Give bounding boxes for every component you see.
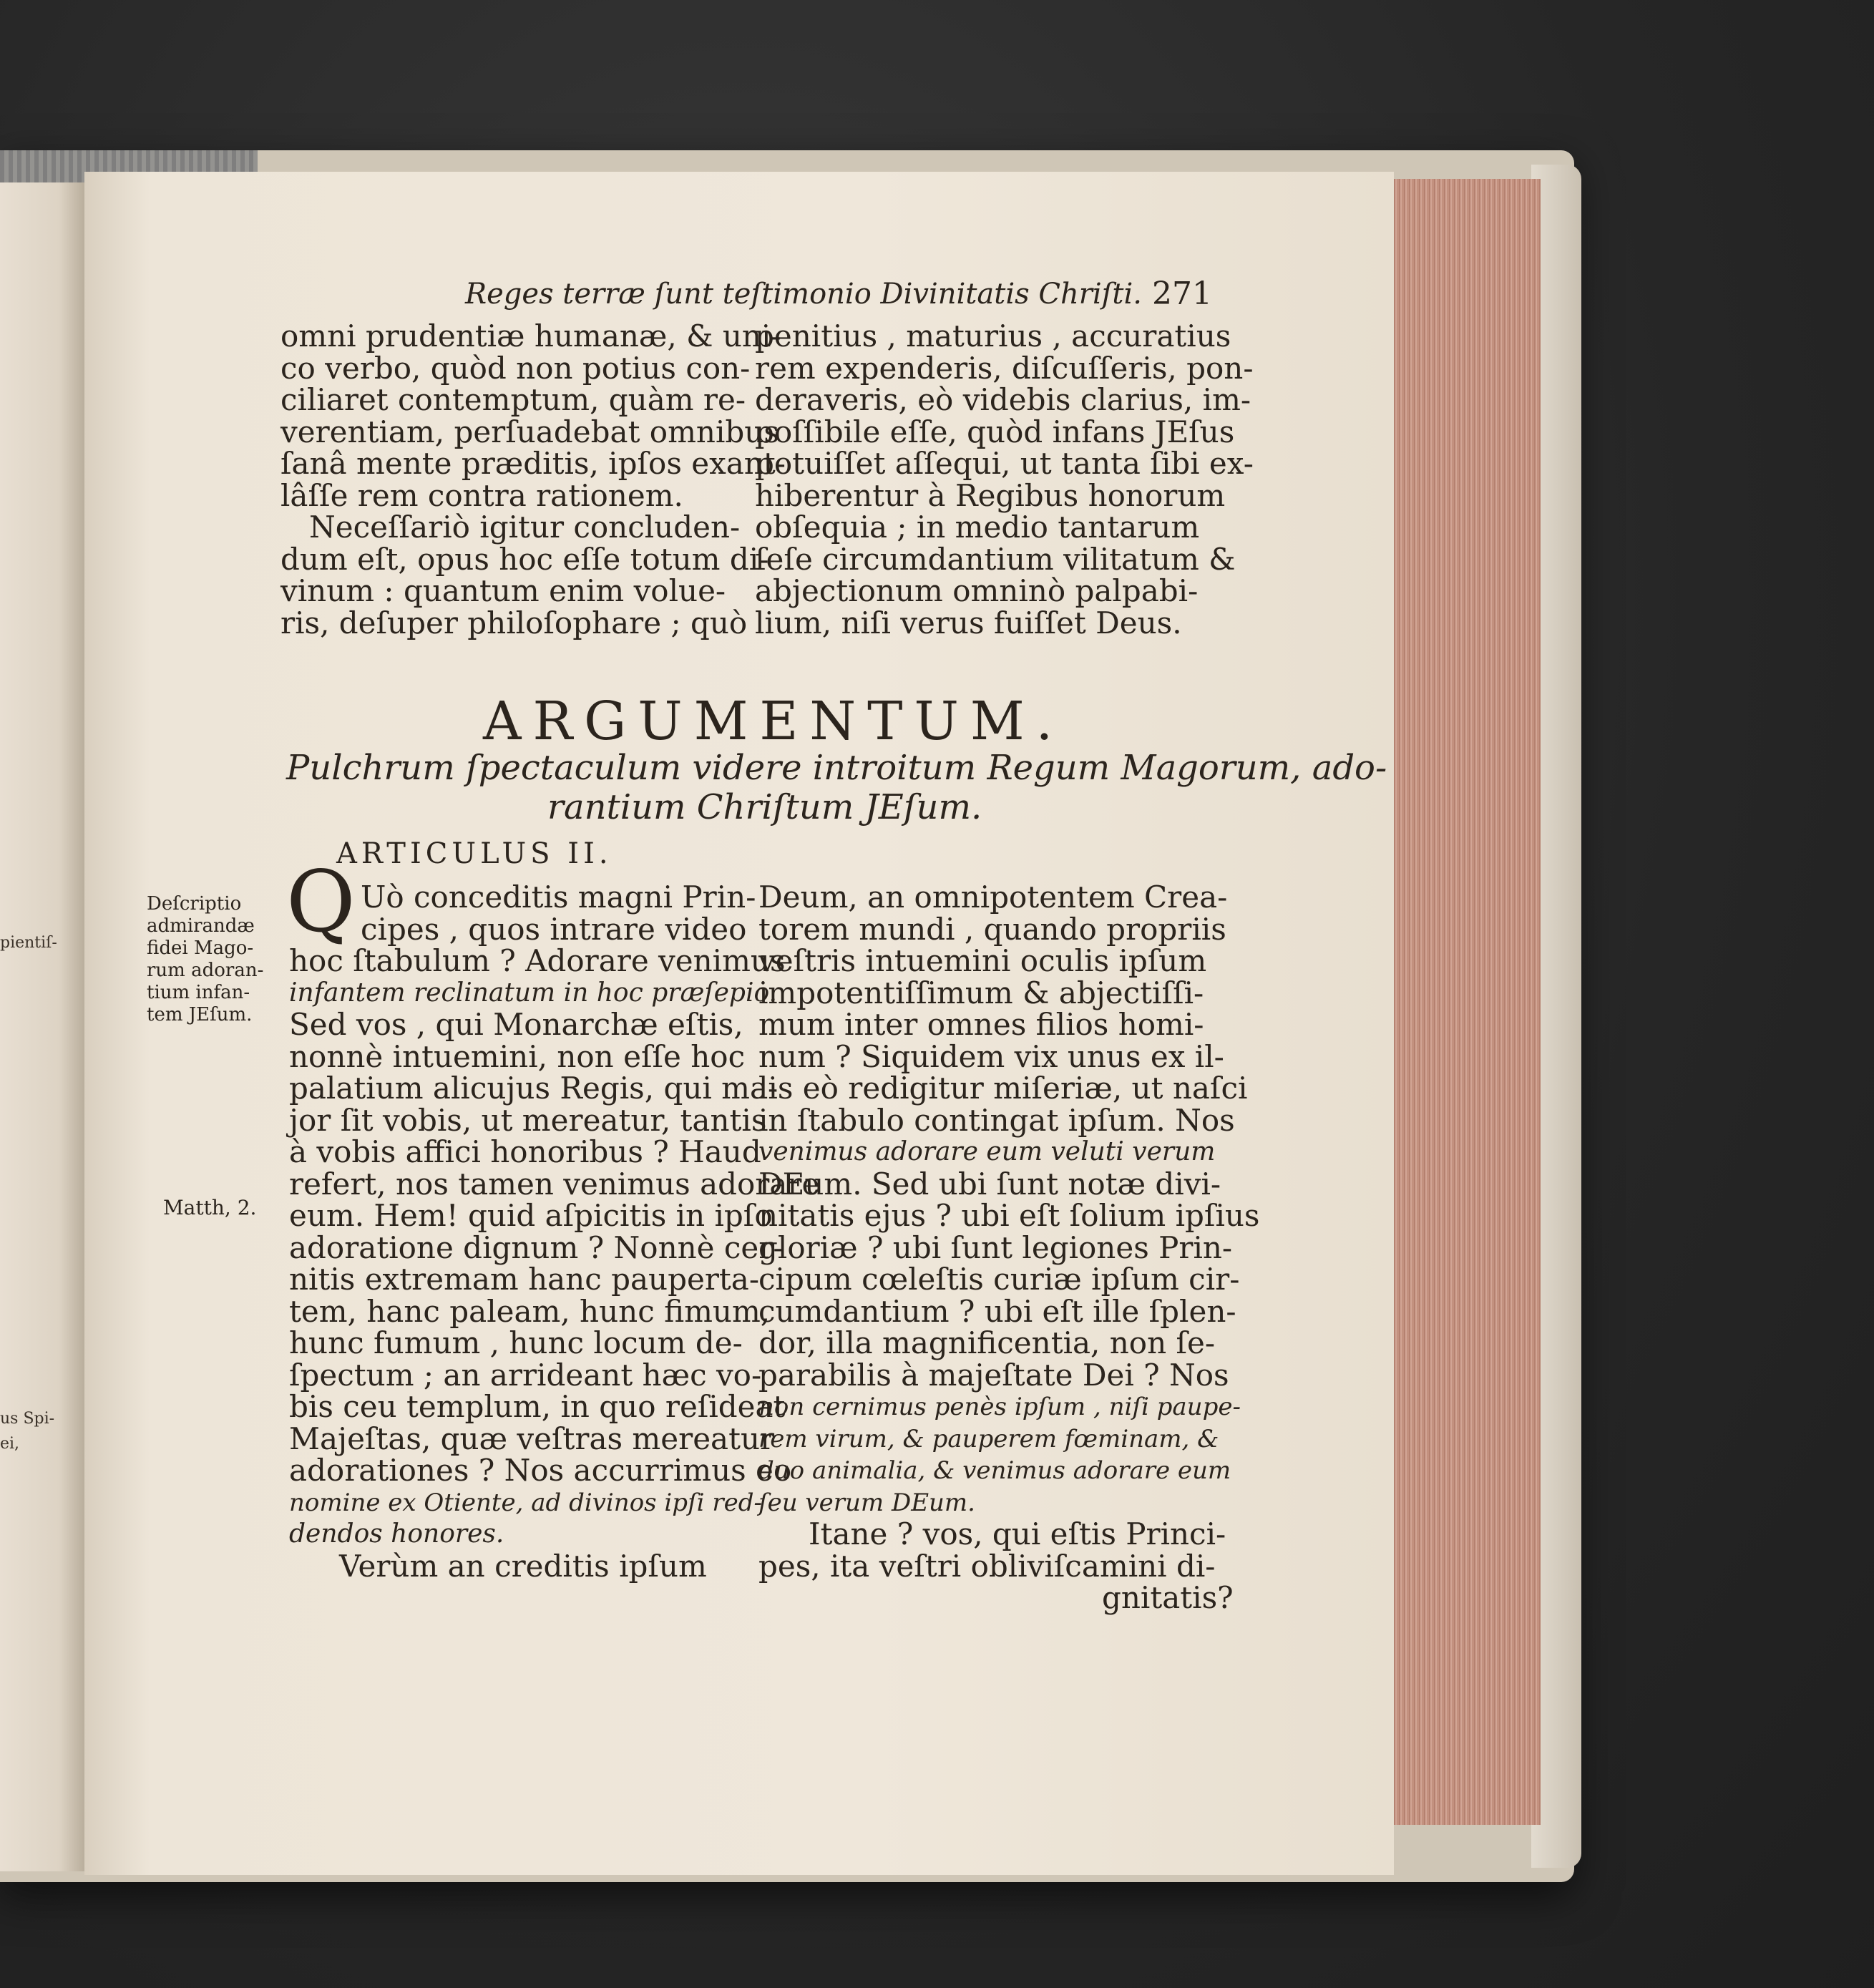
text-line: Itane ? vos, qui eſtis Princi- xyxy=(809,1516,1226,1551)
text-line: mum inter omnes filios homi- xyxy=(758,1007,1204,1042)
text-line: num ? Siquidem vix unus ex il- xyxy=(758,1038,1224,1074)
text-line: ſeſe circumdantium vilitatum & xyxy=(755,541,1236,577)
margin-note-line: rum adoran- xyxy=(147,960,264,981)
left-fragment-3: ei, xyxy=(0,1435,20,1453)
margin-note-description xyxy=(147,893,263,1026)
text-line: adoratione dignum ? Nonnè cer- xyxy=(289,1229,784,1265)
section-subtitle-line2: rantium Chriſtum JEſum. xyxy=(547,787,982,827)
text-line: lâſſe rem contra rationem. xyxy=(280,477,683,513)
text-line: eum. Hem! quid aſpicitis in ipſo xyxy=(289,1198,773,1233)
margin-note-line: tium infan- xyxy=(147,982,250,1003)
text-line: penitius , maturius , accuratius xyxy=(755,318,1231,354)
text-line: co verbo, quòd non potius con- xyxy=(280,350,751,386)
text-line: ſpectum ; an arrideant hæc vo- xyxy=(289,1357,762,1393)
text-line: obſequia ; in medio tantarum xyxy=(755,510,1200,545)
text-line: nitatis ejus ? ubi eſt ſolium ipſius xyxy=(758,1198,1260,1233)
text-line: veſtris intuemini oculis ipſum xyxy=(758,943,1207,978)
text-line: verentiam, perſuadebat omnibus xyxy=(280,414,779,449)
text-line: hunc fumum , hunc locum de- xyxy=(289,1325,743,1360)
text-line: nitis extremam hanc pauperta- xyxy=(289,1262,760,1297)
text-line: refert, nos tamen venimus adorare xyxy=(289,1166,820,1202)
text-line: gloriæ ? ubi ſunt legiones Prin- xyxy=(758,1229,1233,1265)
margin-note-line: admirandæ xyxy=(147,915,255,937)
page-number: 271 xyxy=(1152,276,1212,312)
top-left-column xyxy=(280,318,786,640)
left-page-fragment xyxy=(0,182,84,1871)
text-line: palatium alicujus Regis, qui ma- xyxy=(289,1071,779,1106)
text-line: impotentiſſimum & abjectiſſi- xyxy=(758,975,1204,1010)
margin-note-line: Deſcriptio xyxy=(147,893,242,915)
text-line: hoc ſtabulum ? Adorare venimus xyxy=(289,943,786,978)
text-line: poſſibile eſſe, quòd infans JEſus xyxy=(755,414,1235,449)
text-line: dor, illa magnificentia, non ſe- xyxy=(758,1325,1216,1360)
text-line: bis ceu templum, in quo reſideat xyxy=(289,1389,786,1424)
text-line: torem mundi , quando propriis xyxy=(758,911,1226,947)
text-line: Majeſtas, quæ veſtras mereatur xyxy=(289,1421,775,1456)
text-line: DEum. Sed ubi ſunt notæ divi- xyxy=(758,1166,1221,1202)
text-line: ciliaret contemptum, quàm re- xyxy=(280,382,746,417)
text-line: dum eſt, opus hoc eſſe totum di- xyxy=(280,541,769,577)
text-line: potuiſſet aſſequi, ut tanta ſibi ex- xyxy=(755,446,1254,481)
text-line: cipum cœleſtis curiæ ipſum cir- xyxy=(758,1262,1240,1297)
text-line: ſeu verum DEum. xyxy=(758,1488,975,1517)
section-heading: ARGUMENTUM. xyxy=(483,691,1065,752)
text-line: nonnè intuemini, non eſſe hoc xyxy=(289,1038,746,1074)
bottom-right-column xyxy=(758,880,1260,1615)
top-right-column xyxy=(755,318,1254,640)
text-line: abjectionum omninò palpabi- xyxy=(755,573,1199,608)
left-fragment-2: us Spi- xyxy=(0,1410,55,1428)
text-line: vinum : quantum enim volue- xyxy=(280,573,726,608)
margin-note-line: tem JEſum. xyxy=(147,1004,253,1025)
text-line: Verùm an creditis ipſum xyxy=(339,1548,707,1584)
text-line: parabilis à majeſtate Dei ? Nos xyxy=(758,1357,1229,1393)
left-fragment-1: pientiſ- xyxy=(0,934,57,952)
bottom-left-column xyxy=(289,880,820,1584)
text-line: jor ſit vobis, ut mereatur, tantis xyxy=(289,1102,767,1138)
text-line: duo animalia, & venimus adorare eum xyxy=(758,1456,1231,1485)
text-line: deraveris, eò videbis clarius, im- xyxy=(755,382,1251,417)
text-line: cumdantium ? ubi eſt ille ſplen- xyxy=(758,1293,1236,1329)
running-title: Reges terræ ſunt teſtimonio Divinitatis Chriſti. xyxy=(465,278,1143,311)
text-line: rem virum, & pauperem fœminam, & xyxy=(758,1424,1219,1453)
text-line: adorationes ? Nos accurrimus eo xyxy=(289,1453,792,1488)
text-line: hiberentur à Regibus honorum xyxy=(755,477,1226,513)
text-line: Neceſſariò igitur concluden- xyxy=(309,510,741,545)
text-line: gnitatis? xyxy=(1102,1580,1234,1615)
text-line: à vobis affici honoribus ? Haud xyxy=(289,1134,761,1169)
text-line: Sed vos , qui Monarchæ eſtis, xyxy=(289,1007,743,1042)
drop-cap: Q xyxy=(286,852,356,951)
text-line: venimus adorare eum veluti verum xyxy=(758,1137,1216,1166)
text-line: infantem reclinatum in hoc præſepio. xyxy=(289,978,777,1008)
section-subtitle-line1: Pulchrum ſpectaculum videre introitum Regum Magorum, ado- xyxy=(286,748,1387,788)
margin-note-reference: Matth, 2. xyxy=(163,1196,257,1219)
text-line: lis eò redigitur miſeriæ, ut naſci xyxy=(758,1071,1248,1106)
text-line: rem expenderis, diſcuſſeris, pon- xyxy=(755,350,1254,386)
text-line: tem, hanc paleam, hunc fimum, xyxy=(289,1293,771,1329)
text-line: Deum, an omnipotentem Crea- xyxy=(758,880,1228,915)
text-line: omni prudentiæ humanæ, & uni- xyxy=(280,318,781,354)
article-heading: ARTICULUS II. xyxy=(336,837,613,870)
page-edges xyxy=(1392,179,1541,1825)
text-line: non cernimus penès ipſum , niſi paupe- xyxy=(758,1393,1241,1421)
text-line: dendos honores. xyxy=(289,1519,504,1549)
margin-note-line: fidei Mago- xyxy=(147,937,254,959)
text-line: cipes , quos intrare video xyxy=(361,911,747,947)
text-line: lium, niſi verus fuiſſet Deus. xyxy=(755,605,1182,640)
text-line: ſanâ mente præditis, ipſos exant- xyxy=(280,446,786,481)
text-line: ris, deſuper philoſophare ; quò xyxy=(280,605,748,640)
text-line: nomine ex Otiente, ad divinos ipſi red- xyxy=(289,1488,762,1517)
text-line: Uò conceditis magni Prin- xyxy=(361,880,756,915)
text-line: pes, ita veſtri obliviſcamini di- xyxy=(758,1548,1216,1584)
text-line: in ſtabulo contingat ipſum. Nos xyxy=(758,1102,1235,1138)
